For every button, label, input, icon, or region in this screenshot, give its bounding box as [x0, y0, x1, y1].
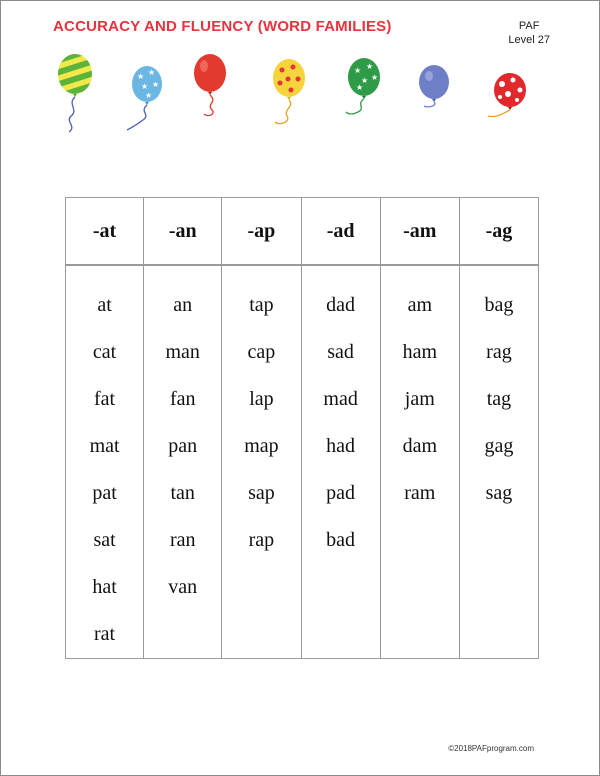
svg-text:★: ★	[361, 76, 369, 85]
level-label	[508, 19, 550, 47]
word-item: at	[97, 294, 112, 316]
yellow-dot-balloon-icon	[265, 52, 309, 134]
svg-text:★: ★	[356, 83, 364, 92]
word-item: pan	[168, 435, 198, 457]
svg-text:★: ★	[148, 68, 156, 77]
red-dot-balloon-icon	[480, 52, 530, 134]
blue-star-balloon-icon	[123, 52, 167, 134]
word-list-at	[66, 265, 144, 659]
word-item: bag	[484, 294, 514, 316]
word-item: rap	[248, 529, 275, 551]
word-list-ag	[459, 265, 538, 659]
word-item: lap	[249, 388, 274, 410]
svg-text:★: ★	[141, 82, 149, 91]
word-item: van	[168, 576, 198, 598]
word-list-an	[144, 265, 222, 659]
word-item: tap	[249, 294, 274, 316]
word-item: dad	[326, 294, 356, 316]
word-item: sag	[485, 482, 513, 504]
word-item: sad	[327, 341, 354, 363]
word-item: ran	[169, 529, 196, 551]
column-header-an: -an	[144, 198, 222, 266]
balloon-row	[50, 52, 550, 134]
word-item: fat	[94, 388, 116, 410]
green-star-balloon-icon	[342, 52, 386, 134]
word-list-ad	[301, 265, 380, 659]
word-item: had	[326, 435, 356, 457]
table-body-row	[66, 265, 539, 659]
word-item: pad	[326, 482, 356, 504]
purple-balloon-icon	[418, 52, 462, 134]
word-item: am	[407, 294, 433, 316]
word-item: gag	[484, 435, 514, 457]
green-striped-balloon-icon	[53, 52, 97, 134]
program-name: PAF	[518, 20, 540, 32]
word-item: man	[165, 341, 200, 363]
word-item: mat	[89, 435, 120, 457]
column-header-ag: -ag	[459, 198, 538, 266]
word-item: ram	[404, 482, 436, 504]
svg-text:★: ★	[371, 73, 379, 82]
word-item: rag	[486, 341, 512, 363]
copyright-notice: ©2018PAFprogram.com	[448, 744, 534, 753]
svg-text:★: ★	[145, 91, 153, 100]
word-list-am	[380, 265, 459, 659]
column-header-at: -at	[66, 198, 144, 266]
word-item: cap	[247, 341, 276, 363]
word-item: sap	[248, 482, 275, 504]
word-item: bad	[326, 529, 356, 551]
word-item: tan	[170, 482, 195, 504]
level-number: Level 27	[508, 34, 550, 46]
word-family-table	[65, 197, 539, 659]
worksheet-title: ACCURACY AND FLUENCY (WORD FAMILIES)	[53, 18, 392, 35]
word-item: cat	[92, 341, 117, 363]
word-item: fan	[169, 388, 196, 410]
word-item: tag	[486, 388, 512, 410]
word-list-ap	[222, 265, 301, 659]
table-header-row	[66, 198, 539, 266]
svg-text:★: ★	[354, 66, 362, 75]
word-item: pat	[92, 482, 117, 504]
red-balloon-icon	[190, 52, 240, 134]
word-item: ham	[402, 341, 438, 363]
column-header-ap: -ap	[222, 198, 301, 266]
word-item: dam	[402, 435, 438, 457]
word-item: mad	[323, 388, 358, 410]
column-header-ad: -ad	[301, 198, 380, 266]
svg-text:★: ★	[137, 72, 145, 81]
word-item: rat	[94, 623, 116, 645]
word-item: jam	[404, 388, 435, 410]
word-item: an	[173, 294, 193, 316]
word-item: map	[244, 435, 279, 457]
column-header-am: -am	[380, 198, 459, 266]
word-item: hat	[92, 576, 117, 598]
svg-text:★: ★	[366, 62, 374, 71]
word-item: sat	[93, 529, 116, 551]
svg-text:★: ★	[152, 80, 160, 89]
